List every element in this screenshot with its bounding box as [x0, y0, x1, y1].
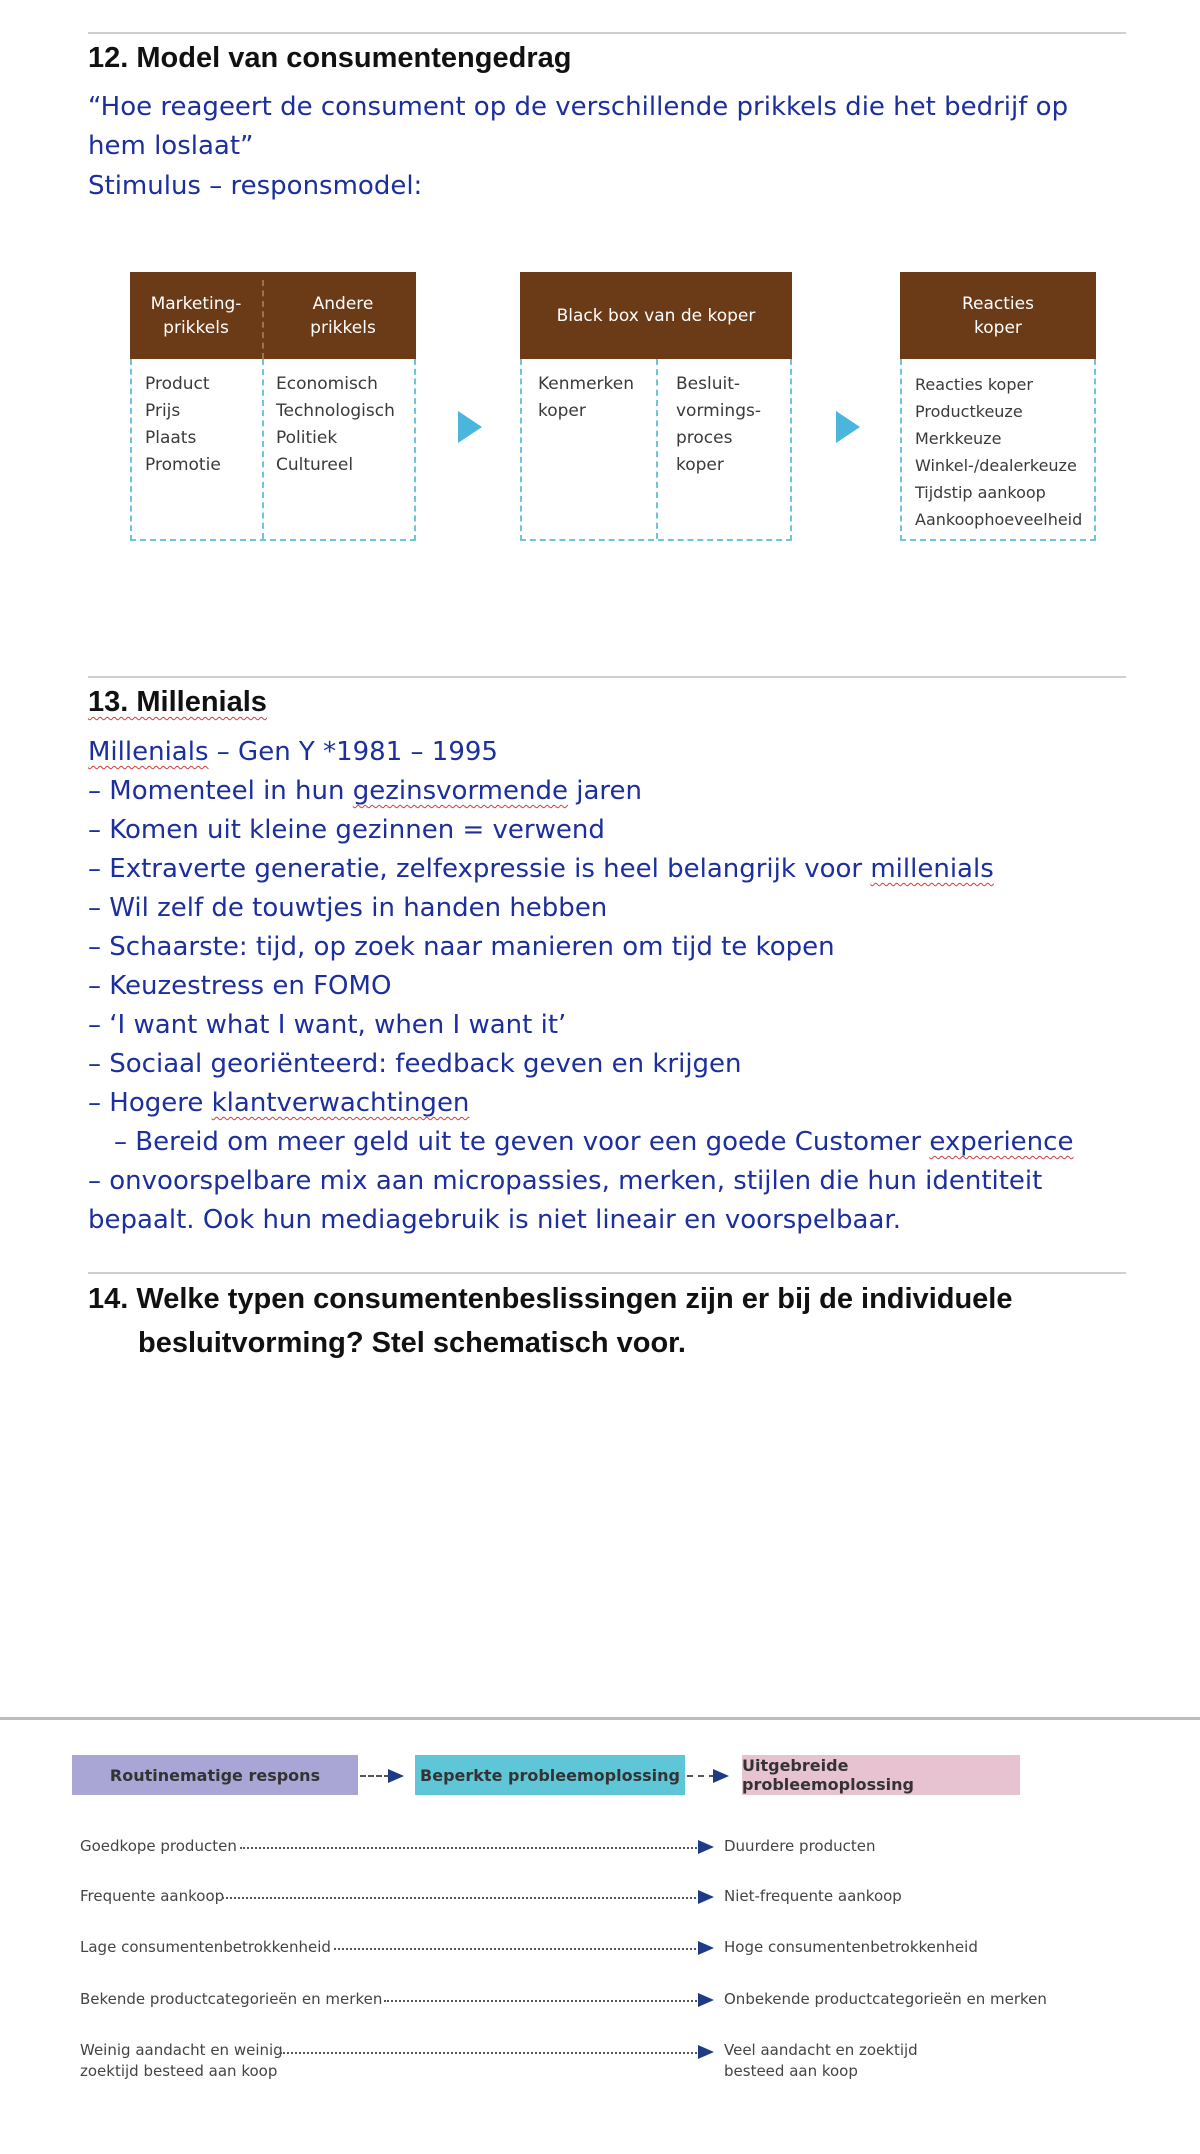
quote-line-2: hem loslaat”: [88, 131, 254, 161]
arrow-head-icon: [698, 1993, 714, 2007]
box1-header: [130, 272, 416, 359]
list-item: vormings-: [676, 401, 761, 421]
divider-top: [88, 32, 1126, 34]
arrow-head-icon: [698, 1941, 714, 1955]
bullet-11: – onvoorspelbare mix aan micropassies, merken, stijlen die hun identiteit: [88, 1166, 1043, 1196]
bullet-8: – Sociaal georiënteerd: feedback geven en krijgen: [88, 1049, 742, 1079]
divider-13: [88, 676, 1126, 678]
arrow-right-icon: [836, 411, 860, 443]
box2-header: [520, 272, 792, 359]
stage-extensive: Uitgebreide probleemoplossing: [742, 1755, 1020, 1795]
list-item: koper: [676, 455, 724, 475]
marketing-prikkels-label-2: prikkels: [163, 317, 229, 338]
box2-right-list: [676, 371, 761, 479]
box3-header: [900, 272, 1096, 359]
stage-limited: Beperkte probleemoplossing: [415, 1755, 685, 1795]
row-left-label: Bekende productcategorieën en merken: [80, 1990, 383, 2008]
reacties-label-2: koper: [974, 317, 1022, 338]
bullet-10: – Bereid om meer geld uit te geven voor een goede Customer experience: [114, 1127, 1074, 1157]
arrow-head-icon: [713, 1769, 729, 1783]
row-left-label: Goedkope producten: [80, 1837, 237, 1855]
andere-prikkels-label-1: Andere: [312, 293, 374, 314]
arrow-head-icon: [388, 1769, 404, 1783]
bullet-6: – Keuzestress en FOMO: [88, 971, 392, 1001]
box2-left-list: [538, 371, 634, 425]
stage-arrow-2: [687, 1775, 715, 1777]
bullet-2: – Komen uit kleine gezinnen = verwend: [88, 815, 605, 845]
row-line: [280, 2052, 700, 2054]
list-item: Product: [145, 374, 210, 394]
row-line: [384, 2000, 700, 2002]
bullet-3: – Extraverte generatie, zelfexpressie is heel belangrijk voor millenials: [88, 854, 994, 884]
quote-line-1: “Hoe reageert de consument op de verschillende prikkels die het bedrijf op: [88, 92, 1069, 122]
bullet-7: – ‘I want what I want, when I want it’: [88, 1010, 567, 1040]
list-item: Winkel-/dealerkeuze: [915, 456, 1077, 475]
section-14-heading-line-1: 14. Welke typen consumentenbeslissingen zijn er bij de individuele: [88, 1283, 1013, 1315]
bullet-1: – Momenteel in hun gezinsvormende jaren: [88, 776, 642, 806]
box1-right-list: [276, 371, 395, 479]
list-item: Prijs: [145, 401, 181, 421]
list-item: Besluit-: [676, 374, 740, 394]
row-line: [222, 1897, 700, 1899]
bullet-12: bepaalt. Ook hun mediagebruik is niet lineair en voorspelbaar.: [88, 1205, 901, 1235]
reacties-label-1: Reacties: [962, 293, 1034, 314]
row-right-label: Duurdere producten: [724, 1837, 876, 1855]
list-item: Cultureel: [276, 455, 354, 475]
list-item: Plaats: [145, 428, 197, 448]
arrow-head-icon: [698, 2045, 714, 2059]
bullet-9: – Hogere klantverwachtingen: [88, 1088, 470, 1118]
row-right-label: Hoge consumentenbetrokkenheid: [724, 1938, 978, 1956]
divider-14: [88, 1272, 1126, 1274]
list-item: Economisch: [276, 374, 378, 394]
list-item: proces: [676, 428, 733, 448]
box3-list: [915, 371, 1082, 533]
black-box-label: Black box van de koper: [556, 305, 756, 326]
list-item: Productkeuze: [915, 402, 1023, 421]
stimulus-response-subtitle: Stimulus – responsmodel:: [88, 171, 423, 201]
section-14-heading-line-2: besluitvorming? Stel schematisch voor.: [138, 1327, 686, 1359]
row-line: [240, 1847, 700, 1849]
row-right-label: Onbekende productcategorieën en merken: [724, 1990, 1047, 2008]
row-right-label: Veel aandacht en zoektijd besteed aan koop: [724, 2041, 918, 2080]
millenials-intro: Millenials – Gen Y *1981 – 1995: [88, 737, 498, 767]
stage-arrow-1: [360, 1775, 390, 1777]
row-left-label: Lage consumentenbetrokkenheid: [80, 1938, 331, 1956]
list-item: Politiek: [276, 428, 338, 448]
list-item: Kenmerken: [538, 374, 635, 394]
row-line: [334, 1948, 700, 1950]
arrow-head-icon: [698, 1890, 714, 1904]
list-item: koper: [538, 401, 586, 421]
list-item: Merkkeuze: [915, 429, 1002, 448]
andere-prikkels-label-2: prikkels: [310, 317, 376, 338]
row-left-label: Weinig aandacht en weinig zoektijd besteed aan koop: [80, 2041, 283, 2080]
divider-full: [0, 1717, 1200, 1720]
box1-left-list: [145, 371, 221, 479]
row-right-label: Niet-frequente aankoop: [724, 1887, 902, 1905]
arrow-head-icon: [698, 1840, 714, 1854]
arrow-right-icon: [458, 411, 482, 443]
list-item: Promotie: [145, 455, 221, 475]
section-13-heading: 13. Millenials: [88, 686, 267, 718]
stage-routine: Routinematige respons: [72, 1755, 358, 1795]
list-item: Tijdstip aankoop: [915, 483, 1046, 502]
marketing-prikkels-label-1: Marketing-: [150, 293, 242, 314]
list-item: Technologisch: [276, 401, 395, 421]
section-12-heading: 12. Model van consumentengedrag: [88, 42, 572, 74]
list-item: Aankoophoeveelheid: [915, 510, 1083, 529]
list-item: Reacties koper: [915, 375, 1033, 394]
bullet-5: – Schaarste: tijd, op zoek naar manieren om tijd te kopen: [88, 932, 835, 962]
row-left-label: Frequente aankoop: [80, 1887, 225, 1905]
bullet-4: – Wil zelf de touwtjes in handen hebben: [88, 893, 608, 923]
